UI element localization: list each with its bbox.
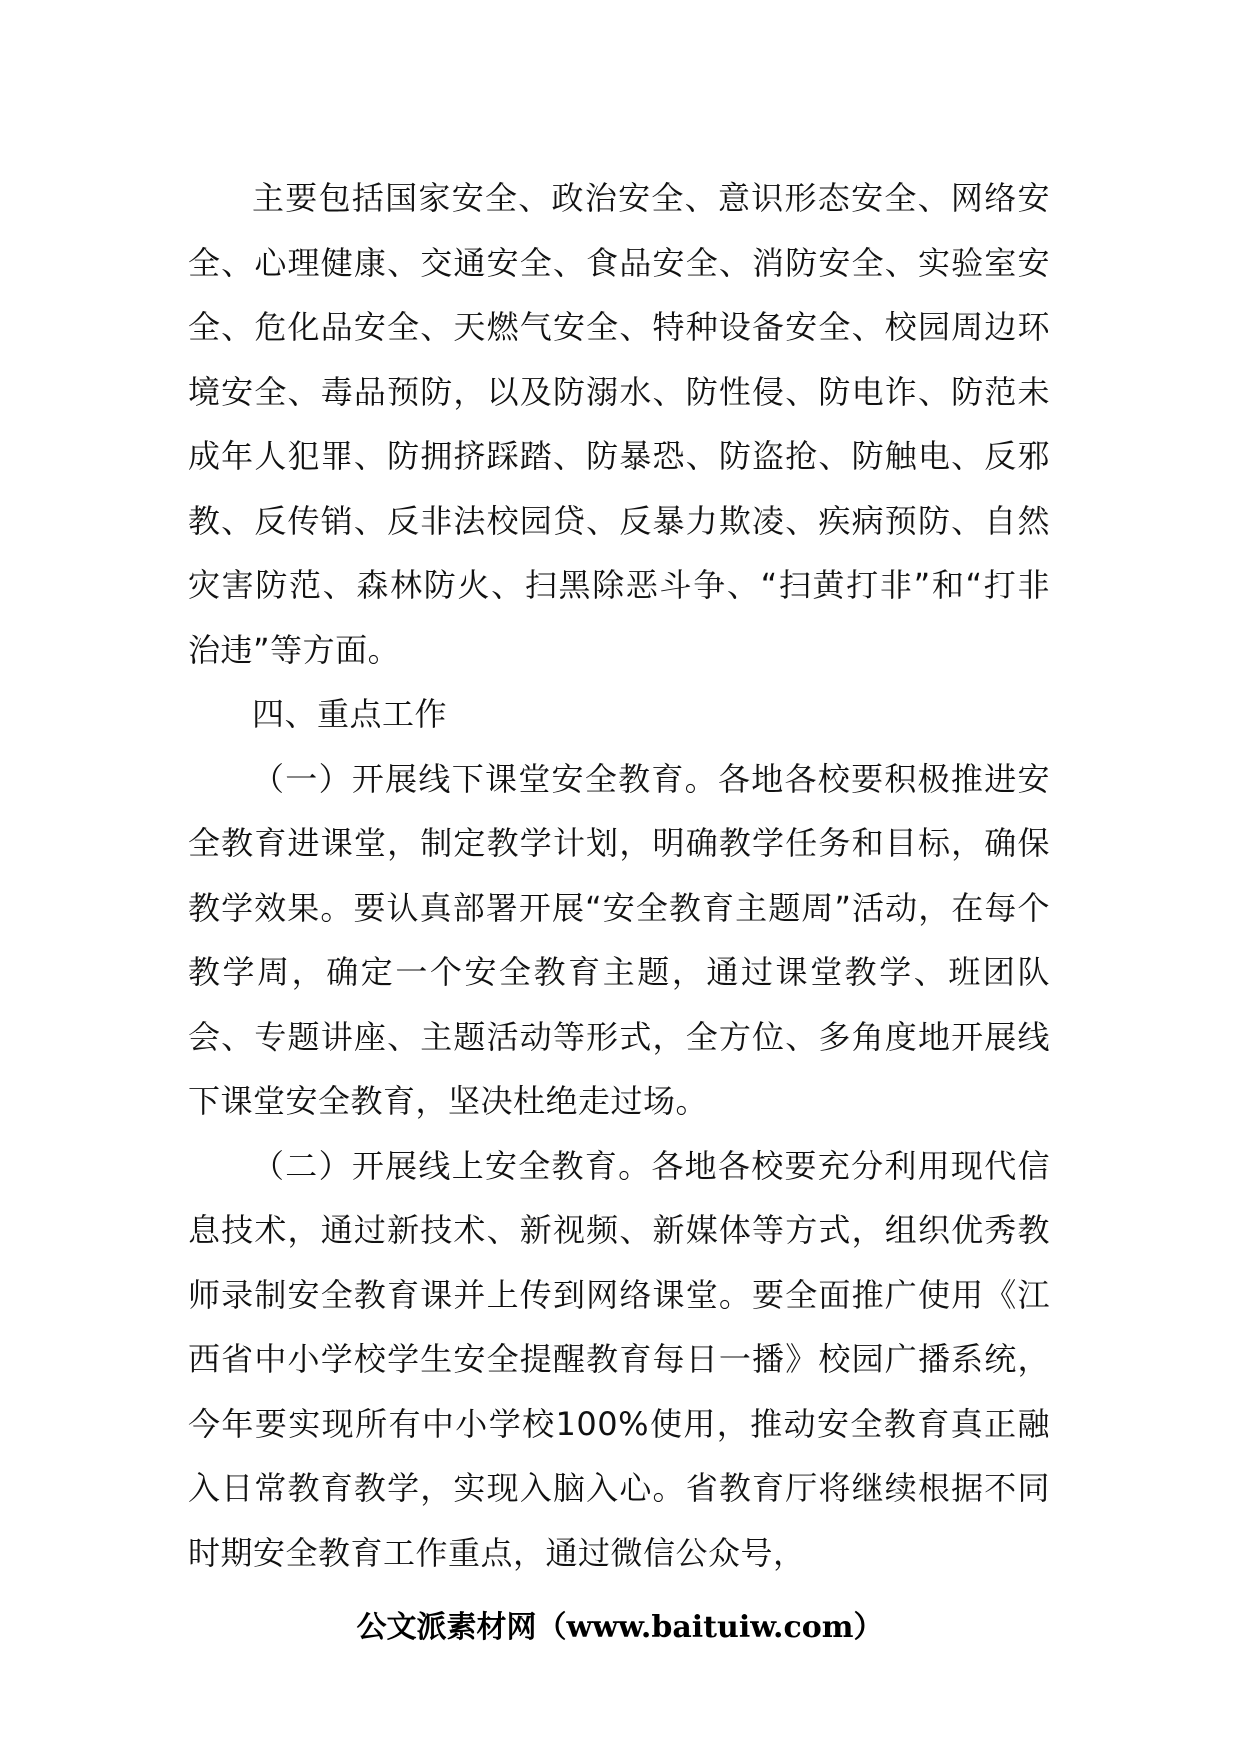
paragraph-scope: 主要包括国家安全、政治安全、意识形态安全、网络安全、心理健康、交通安全、食品安全、消防安全、实验室安全、危化品安全、天燃气安全、特种设备安全、校园周边环境安全、毒品预防，以及防溺水、防性侵、防电诈、防范未成年人犯罪、防拥挤踩踏、防暴恐、防盗抢、防触电、反邪教、反传销、反非法校园贷、反暴力欺凌、疾病预防、自然灾害防范、森林防火、扫黑除恶斗争、“扫黄打非”和“打非治违”等方面。 xyxy=(188,179,1050,669)
paragraph-online-education: （二）开展线上安全教育。各地各校要充分利用现代信息技术，通过新技术、新视频、新媒体等方式，组织优秀教师录制安全教育课并上传到网络课堂。要全面推广使用《江西省中小学校学生安全提醒教育每日一播》校园广播系统，今年要实现所有中小学校100%使用，推动安全教育真正融入日常教育教学，实现入脑入心。省教育厅将继续根据不同时期安全教育工作重点，通过微信公众号， xyxy=(188,1146,1050,1572)
paragraph-offline-education: （一）开展线下课堂安全教育。各地各校要积极推进安全教育进课堂，制定教学计划，明确教学任务和目标，确保教学效果。要认真部署开展“安全教育主题周”活动，在每个教学周，确定一个安全教育主题，通过课堂教学、班团队会、专题讲座、主题活动等形式，全方位、多角度地开展线下课堂安全教育，坚决杜绝走过场。 xyxy=(188,759,1050,1120)
footer-watermark: 公文派素材网（www.baituiw.com） xyxy=(356,1610,884,1645)
document-body xyxy=(188,166,1050,1585)
section-heading: 四、重点工作 xyxy=(252,695,448,733)
